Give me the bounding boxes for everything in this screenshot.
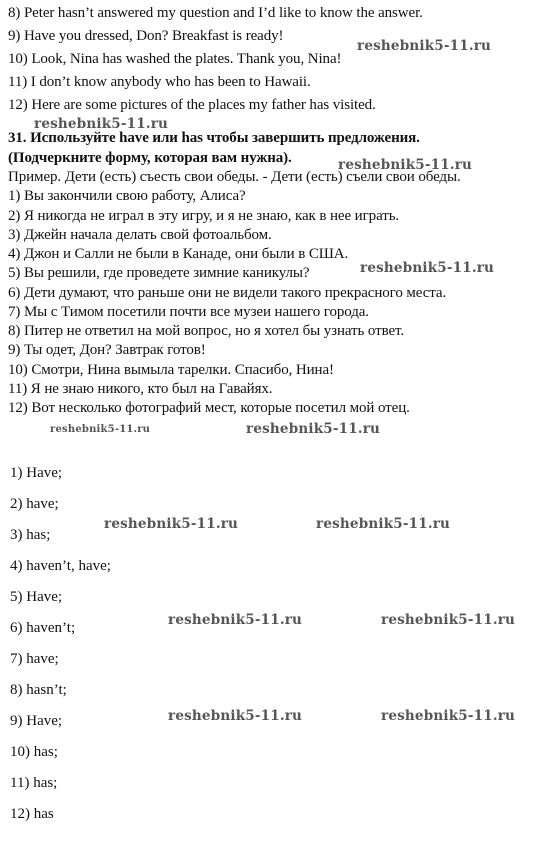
answer-9: 9) Have; (10, 713, 63, 729)
task-title: 31. Используйте have или has чтобы завершить предложения. (8, 130, 420, 146)
watermark: reshebnik5-11.ru (360, 260, 495, 276)
watermark: reshebnik5-11.ru (381, 612, 516, 628)
answer-5: 5) Have; (10, 589, 63, 605)
watermark: reshebnik5-11.ru (168, 708, 303, 724)
watermark: reshebnik5-11.ru (338, 157, 473, 173)
sentence-5-ru: 5) Вы решили, где проведете зимние каникулы? (8, 265, 310, 281)
watermark: reshebnik5-11.ru (50, 424, 151, 435)
answer-12: 12) has (10, 806, 54, 822)
watermark: reshebnik5-11.ru (357, 38, 492, 54)
watermark: reshebnik5-11.ru (381, 708, 516, 724)
sentence-11-ru: 11) Я не знаю никого, кто был на Гавайях. (8, 381, 273, 397)
sentence-6-ru: 6) Дети думают, что раньше они не видели такого прекрасного места. (8, 285, 447, 301)
watermark: reshebnik5-11.ru (168, 612, 303, 628)
watermark: reshebnik5-11.ru (34, 116, 169, 132)
watermark: reshebnik5-11.ru (246, 421, 381, 437)
sentence-12-ru: 12) Вот несколько фотографий мест, которые посетил мой отец. (8, 400, 410, 416)
answer-11: 11) has; (10, 775, 58, 791)
answer-6: 6) haven’t; (10, 620, 76, 636)
watermark: reshebnik5-11.ru (316, 516, 451, 532)
task-example: Пример. Дети (есть) съесть свои обеды. - Дети (есть) съели свои обеды. (8, 169, 461, 185)
sentence-7-ru: 7) Мы с Тимом посетили почти все музеи нашего города. (8, 304, 369, 320)
sentence-10-ru: 10) Смотри, Нина вымыла тарелки. Спасибо, Нина! (8, 362, 334, 378)
sentence-11-en: 11) I don’t know anybody who has been to Hawaii. (8, 74, 311, 90)
watermark: reshebnik5-11.ru (104, 516, 239, 532)
answer-7: 7) have; (10, 651, 59, 667)
sentence-10-en: 10) Look, Nina has washed the plates. Thank you, Nina! (8, 51, 342, 67)
task-subtitle: (Подчеркните форму, которая вам нужна). (8, 150, 292, 166)
answer-8: 8) hasn’t; (10, 682, 67, 698)
sentence-9-en: 9) Have you dressed, Don? Breakfast is ready! (8, 28, 284, 44)
sentence-8-ru: 8) Питер не ответил на мой вопрос, но я хотел бы узнать ответ. (8, 323, 404, 339)
answer-10: 10) has; (10, 744, 58, 760)
sentence-9-ru: 9) Ты одет, Дон? Завтрак готов! (8, 342, 206, 358)
answer-2: 2) have; (10, 496, 59, 512)
sentence-1-ru: 1) Вы закончили свою работу, Алиса? (8, 188, 246, 204)
sentence-3-ru: 3) Джейн начала делать свой фотоальбом. (8, 227, 272, 243)
sentence-4-ru: 4) Джон и Салли не были в Канаде, они были в США. (8, 246, 349, 262)
sentence-2-ru: 2) Я никогда не играл в эту игру, и я не знаю, как в нее играть. (8, 208, 400, 224)
answer-3: 3) has; (10, 527, 51, 543)
answer-1: 1) Have; (10, 465, 63, 481)
sentence-8-en: 8) Peter hasn’t answered my question and I’d like to know the answer. (8, 5, 423, 21)
sentence-12-en: 12) Here are some pictures of the places my father has visited. (8, 97, 376, 113)
answer-4: 4) haven’t, have; (10, 558, 111, 574)
